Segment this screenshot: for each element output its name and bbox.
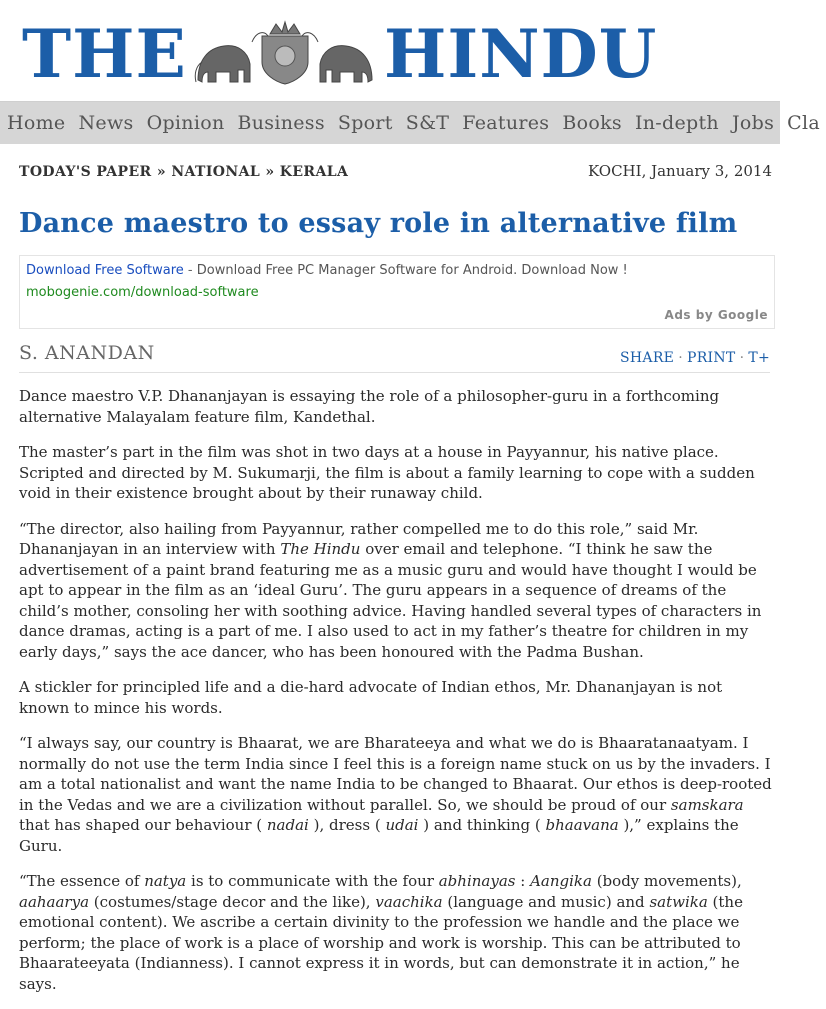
italic-term: bhaavana [545,816,619,834]
italic-term: natya [144,872,187,890]
elephant-emblem-icon [194,22,376,88]
italic-term: udai [385,816,419,834]
italic-term: aahaarya [19,892,90,911]
byline-row [19,342,770,373]
text-run: : [515,872,531,890]
print-link[interactable]: PRINT [686,350,736,366]
text-run: ),” explains the Guru. [19,816,739,855]
italic-term: vaachika [375,892,443,911]
nav-books[interactable]: Books [562,112,622,134]
breadcrumb-todays-paper[interactable]: TODAY'S PAPER [19,164,152,180]
masthead[interactable] [0,0,780,100]
nav-sci-tech[interactable]: S&T [405,112,450,134]
article-body [19,386,777,1009]
ad-separator: - [183,263,197,278]
article-tools [620,350,770,366]
paragraph-6 [19,871,777,994]
nav-home[interactable]: Home [7,112,66,134]
paragraph-2: The master’s part in the film was shot in two days at a house in Payyannur, his native place. Scripted and directed by M. Sukumarji, the film is about a family learning to cope with a sudden void in their existence brought about by their runaway child. [19,443,755,502]
nav-sport[interactable]: Sport [337,112,393,134]
nav-features[interactable]: Features [462,112,550,134]
google-ad [19,255,775,329]
masthead-hindu: HINDU [384,15,658,93]
nav-in-depth[interactable]: In-depth [634,112,719,134]
paragraph-3 [19,519,777,663]
breadcrumb [19,164,348,180]
italic-term: samskara [670,795,744,814]
text-run: over email and telephone. “I think he saw the advertisement of a paint brand featuring me as a music guru and would have thought I would be apt to appear in the film as an ‘ideal Guru’. The guru appears in a sequence of dreams of the child’s mother, consoling her with soothing advice. Having handled several types of characters in dance dramas, acting is a part of me. I also used to act in my father’s theatre for children in my early days,” says the ace dancer, who has been honoured with the Padma Bushan. [19,540,762,661]
italic-term: abhinayas [438,872,516,890]
breadcrumb-separator: » [156,164,167,180]
text-size-button[interactable]: T+ [748,350,770,366]
italic-term: Aangika [530,872,592,890]
paragraph-5 [19,733,777,856]
breadcrumb-national[interactable]: NATIONAL [171,164,261,180]
author-name[interactable]: S. ANANDAN [19,342,155,364]
nav-news[interactable]: News [78,112,134,134]
italic-term: nadai [266,816,309,834]
nav-business[interactable]: Business [237,112,325,134]
nav-classifieds[interactable]: Cla [787,112,820,134]
publication-name: The Hindu [280,540,361,558]
tool-separator: · [678,350,683,366]
text-run: (the emotional content). We ascribe a certain divinity to the profession we handle and the place we perform; the place of work is a place of worship and work is worship. This can be attributed to Bhaarateeyata (Indianness). I cannot express it in words, but can demonstrate it in action,” he says. [19,892,743,993]
text-run: is to communicate with the four [186,872,439,890]
ad-url[interactable]: mobogenie.com/download-software [26,285,259,300]
text-run: (costumes/stage decor and the like), [89,892,376,911]
dateline: KOCHI, January 3, 2014 [587,162,772,180]
breadcrumb-separator: » [265,164,275,180]
text-run: that has shaped our behaviour ( [19,816,267,834]
text-run: “I always say, our country is Bhaarat, we are Bharateeya and what we do is Bhaaratanaatyam. I normally do not use the term India since I feel this is a foreign name stuck on us by the invaders. I am a total nationalist and want the name India to be changed to Bhaarat. Our ethos is deep-rooted in the Vedas and we are a civilization without parallel. So, we should be proud of our [19,734,772,814]
tool-separator: · [739,350,745,366]
ads-by-google[interactable]: Ads by Google [664,308,768,322]
paragraph-1: Dance maestro V.P. Dhananjayan is essaying the role of a philosopher-guru in a forthcoming alternative Malayalam feature film, Kandethal. [19,387,720,426]
text-run: “The essence of [19,872,145,890]
article-headline: Dance maestro to essay role in alternative film [19,208,738,239]
text-run: “The director, also hailing from Payyannur, rather compelled me to do this role,” said Mr. Dhananjayan in an interview with [19,519,699,558]
text-run: (body movements), [591,872,742,890]
share-link[interactable]: SHARE [620,350,675,366]
ad-description[interactable]: Download Free PC Manager Software for Android. Download Now ! [196,263,628,278]
main-nav [0,101,820,144]
breadcrumb-kerala[interactable]: KERALA [279,164,349,180]
nav-opinion[interactable]: Opinion [146,112,225,134]
italic-term: satwika [649,892,708,911]
masthead-the: THE [22,15,187,93]
paragraph-4: A stickler for principled life and a die-hard advocate of Indian ethos, Mr. Dhananjayan is not known to mince his words. [19,678,723,717]
nav-jobs[interactable]: Jobs [731,112,775,134]
text-run: ), dress ( [308,816,386,834]
ad-title-link[interactable]: Download Free Software [26,263,184,278]
text-run: (language and music) and [442,892,650,911]
ad-line [26,263,628,278]
text-run: ) and thinking ( [418,816,546,834]
